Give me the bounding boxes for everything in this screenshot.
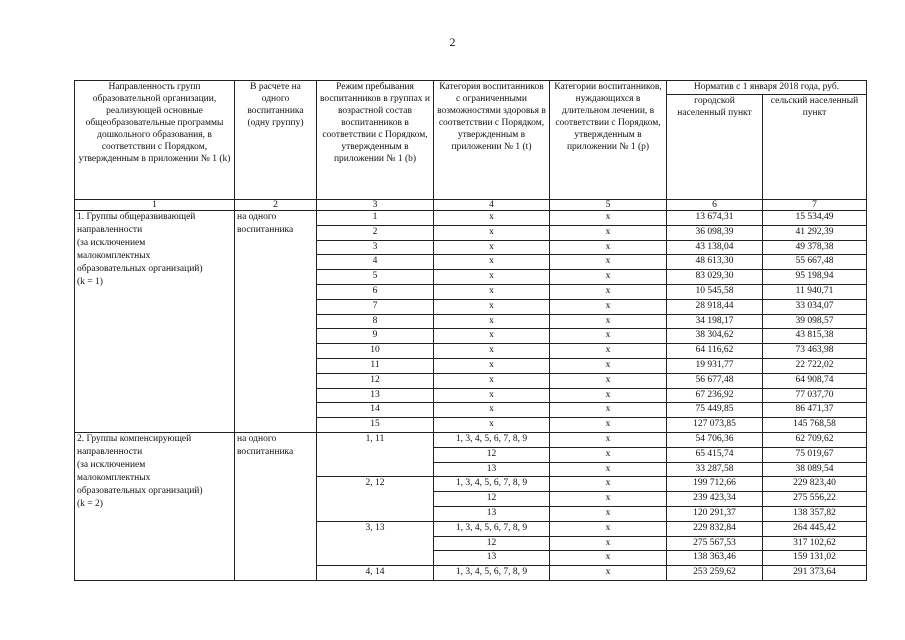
- stay-mode: 2: [317, 225, 434, 240]
- treatment-category: х: [550, 314, 667, 329]
- disability-category: х: [434, 314, 550, 329]
- per-unit-label: на одного воспитанника: [235, 432, 317, 580]
- urban-value: 48 613,30: [667, 255, 763, 270]
- treatment-category: х: [550, 225, 667, 240]
- treatment-category: х: [550, 358, 667, 373]
- urban-value: 83 029,30: [667, 270, 763, 285]
- disability-category: 13: [434, 506, 550, 521]
- urban-value: 28 918,44: [667, 299, 763, 314]
- rural-value: 138 357,82: [763, 506, 867, 521]
- rural-value: 43 815,38: [763, 329, 867, 344]
- stay-mode: 4, 14: [317, 566, 434, 581]
- group-label: 1. Группы общеразвивающей направленности (за исключением малокомплектных образовательных организаций) (k = 1): [75, 211, 235, 433]
- treatment-category: х: [550, 521, 667, 536]
- disability-category: х: [434, 418, 550, 433]
- treatment-category: х: [550, 462, 667, 477]
- table-row: [75, 432, 867, 447]
- disability-category: 1, 3, 4, 5, 6, 7, 8, 9: [434, 432, 550, 447]
- stay-mode: 15: [317, 418, 434, 433]
- rural-value: 39 098,57: [763, 314, 867, 329]
- rural-value: 22 722,02: [763, 358, 867, 373]
- stay-mode: 13: [317, 388, 434, 403]
- rural-value: 264 445,42: [763, 521, 867, 536]
- stay-mode: 14: [317, 403, 434, 418]
- disability-category: х: [434, 403, 550, 418]
- stay-mode: 12: [317, 373, 434, 388]
- treatment-category: х: [550, 240, 667, 255]
- urban-value: 67 236,92: [667, 388, 763, 403]
- page-number: 2: [449, 35, 456, 49]
- rural-value: 15 534,49: [763, 211, 867, 226]
- disability-category: х: [434, 373, 550, 388]
- urban-value: 229 832,84: [667, 521, 763, 536]
- disability-category: 12: [434, 492, 550, 507]
- disability-category: 1, 3, 4, 5, 6, 7, 8, 9: [434, 477, 550, 492]
- disability-category: х: [434, 211, 550, 226]
- urban-value: 253 259,62: [667, 566, 763, 581]
- urban-value: 199 712,66: [667, 477, 763, 492]
- column-number: 3: [317, 200, 434, 211]
- column-number: 2: [235, 200, 317, 211]
- header-treatment-category: Категории воспитанников, нуждающихся в длительном лечении, в соответствии с Порядком, утвержденным в приложении № 1 (p): [550, 81, 667, 200]
- stay-mode: 2, 12: [317, 477, 434, 521]
- disability-category: х: [434, 255, 550, 270]
- stay-mode: 9: [317, 329, 434, 344]
- disability-category: х: [434, 284, 550, 299]
- treatment-category: х: [550, 344, 667, 359]
- rural-value: 41 292,39: [763, 225, 867, 240]
- treatment-category: х: [550, 388, 667, 403]
- disability-category: х: [434, 344, 550, 359]
- group-label: 2. Группы компенсирующей направленности (за исключением малокомплектных образовательных организаций) (k = 2): [75, 432, 235, 580]
- treatment-category: х: [550, 284, 667, 299]
- stay-mode: 1: [317, 211, 434, 226]
- treatment-category: х: [550, 536, 667, 551]
- urban-value: 36 098,39: [667, 225, 763, 240]
- urban-value: 65 415,74: [667, 447, 763, 462]
- disability-category: х: [434, 225, 550, 240]
- disability-category: х: [434, 358, 550, 373]
- urban-value: 275 567,53: [667, 536, 763, 551]
- treatment-category: х: [550, 270, 667, 285]
- stay-mode: 1, 11: [317, 432, 434, 476]
- table-row: [75, 211, 867, 226]
- rural-value: 291 373,64: [763, 566, 867, 581]
- header-normative: Норматив с 1 января 2018 года, руб.: [667, 81, 867, 95]
- rural-value: 11 940,71: [763, 284, 867, 299]
- header-per-unit: В расчете на одного воспитанника (одну группу): [235, 81, 317, 200]
- column-number: 4: [434, 200, 550, 211]
- treatment-category: х: [550, 299, 667, 314]
- disability-category: х: [434, 270, 550, 285]
- treatment-category: х: [550, 477, 667, 492]
- treatment-category: х: [550, 492, 667, 507]
- stay-mode: 11: [317, 358, 434, 373]
- treatment-category: х: [550, 506, 667, 521]
- stay-mode: 4: [317, 255, 434, 270]
- disability-category: х: [434, 329, 550, 344]
- stay-mode: 6: [317, 284, 434, 299]
- header-urban: городской населенный пункт: [667, 95, 763, 200]
- disability-category: х: [434, 299, 550, 314]
- disability-category: 13: [434, 551, 550, 566]
- stay-mode: 5: [317, 270, 434, 285]
- treatment-category: х: [550, 447, 667, 462]
- treatment-category: х: [550, 403, 667, 418]
- urban-value: 19 931,77: [667, 358, 763, 373]
- urban-value: 64 116,62: [667, 344, 763, 359]
- treatment-category: х: [550, 329, 667, 344]
- rural-value: 49 378,38: [763, 240, 867, 255]
- urban-value: 138 363,46: [667, 551, 763, 566]
- urban-value: 33 287,58: [667, 462, 763, 477]
- treatment-category: х: [550, 418, 667, 433]
- urban-value: 10 545,58: [667, 284, 763, 299]
- rural-value: 62 709,62: [763, 432, 867, 447]
- rural-value: 38 089,54: [763, 462, 867, 477]
- rural-value: 77 037,70: [763, 388, 867, 403]
- urban-value: 75 449,85: [667, 403, 763, 418]
- header-direction: Направленность групп образовательной организации, реализующей основные общеобразовательные программы дошкольного образования, в соответствии с Порядком, утвержденным в приложении № 1 (k): [75, 81, 235, 200]
- rural-value: 229 823,40: [763, 477, 867, 492]
- treatment-category: х: [550, 211, 667, 226]
- stay-mode: 7: [317, 299, 434, 314]
- stay-mode: 3, 13: [317, 521, 434, 565]
- disability-category: 12: [434, 536, 550, 551]
- column-number: 1: [75, 200, 235, 211]
- column-number: 6: [667, 200, 763, 211]
- stay-mode: 10: [317, 344, 434, 359]
- rural-value: 317 102,62: [763, 536, 867, 551]
- treatment-category: х: [550, 255, 667, 270]
- rural-value: 86 471,37: [763, 403, 867, 418]
- disability-category: 1, 3, 4, 5, 6, 7, 8, 9: [434, 566, 550, 581]
- rural-value: 64 908,74: [763, 373, 867, 388]
- rural-value: 159 131,02: [763, 551, 867, 566]
- urban-value: 38 304,62: [667, 329, 763, 344]
- disability-category: х: [434, 240, 550, 255]
- rural-value: 55 667,48: [763, 255, 867, 270]
- column-number: 7: [763, 200, 867, 211]
- urban-value: 56 677,48: [667, 373, 763, 388]
- per-unit-label: на одного воспитанника: [235, 211, 317, 433]
- urban-value: 54 706,36: [667, 432, 763, 447]
- disability-category: 12: [434, 447, 550, 462]
- header-rural: сельский населенный пункт: [763, 95, 867, 200]
- treatment-category: х: [550, 373, 667, 388]
- treatment-category: х: [550, 432, 667, 447]
- urban-value: 120 291,37: [667, 506, 763, 521]
- rural-value: 275 556,22: [763, 492, 867, 507]
- urban-value: 13 674,31: [667, 211, 763, 226]
- urban-value: 127 073,85: [667, 418, 763, 433]
- treatment-category: х: [550, 566, 667, 581]
- rural-value: 75 019,67: [763, 447, 867, 462]
- disability-category: х: [434, 388, 550, 403]
- rural-value: 95 198,94: [763, 270, 867, 285]
- disability-category: 13: [434, 462, 550, 477]
- urban-value: 34 198,17: [667, 314, 763, 329]
- header-stay-mode: Режим пребывания воспитанников в группах и возрастной состав воспитанников в соответствии с Порядком, утвержденным в приложении № 1 (b): [317, 81, 434, 200]
- normative-table: [74, 80, 867, 581]
- column-number: 5: [550, 200, 667, 211]
- stay-mode: 8: [317, 314, 434, 329]
- rural-value: 33 034,07: [763, 299, 867, 314]
- header-disability-category: Категория воспитанников с ограниченными возможностями здоровья в соответствии с Порядком, утвержденным в приложении № 1 (t): [434, 81, 550, 200]
- urban-value: 43 138,04: [667, 240, 763, 255]
- rural-value: 145 768,58: [763, 418, 867, 433]
- rural-value: 73 463,98: [763, 344, 867, 359]
- stay-mode: 3: [317, 240, 434, 255]
- disability-category: 1, 3, 4, 5, 6, 7, 8, 9: [434, 521, 550, 536]
- treatment-category: х: [550, 551, 667, 566]
- urban-value: 239 423,34: [667, 492, 763, 507]
